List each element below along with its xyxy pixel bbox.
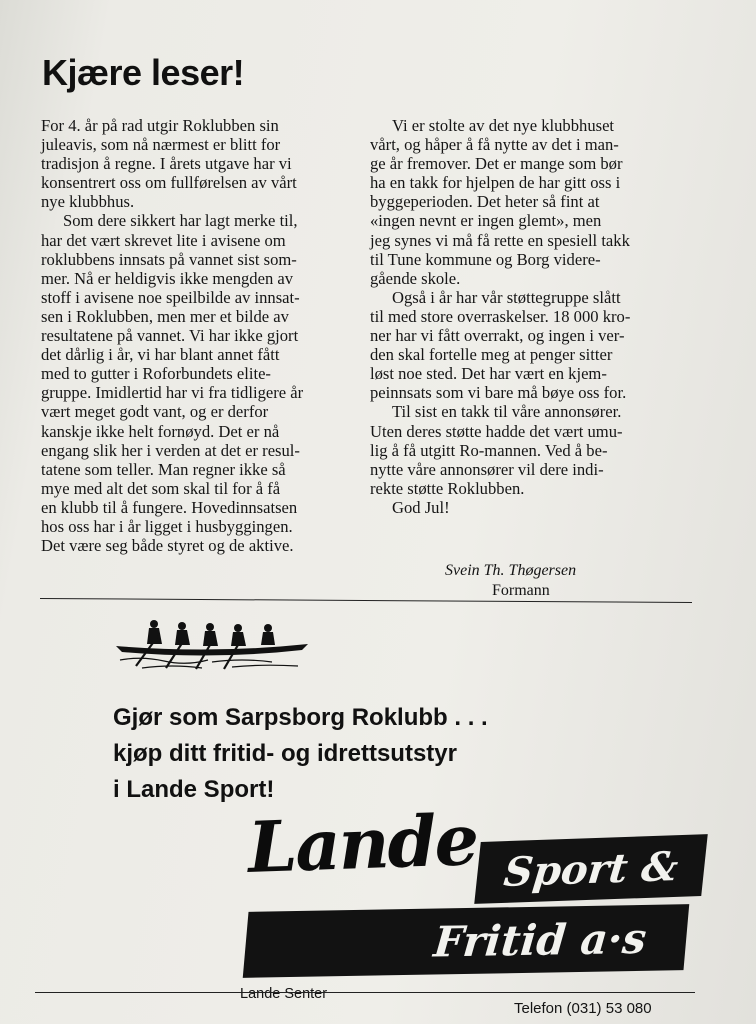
paragraph: For 4. år på rad utgir Roklubben sin juleavis, som nå nærmest er blitt for tradisjon å regne. I årets utgave har vi konsentrert oss om fullførelsen av vårt nye klubbhus. xyxy=(41,116,297,212)
lande-logo: Lande xyxy=(246,798,479,889)
paragraph: Som dere sikkert har lagt merke til, har det vært skrevet lite i avisene om roklubbens innsats på vannet sist som- mer. Nå er heldigvis ikke mengden av stoff i avisene noe speilbilde av innsat- sen i Roklubben, men mer et bilde av resultatene på vannet. Vi har ikke gjort det dårlig i år, vi har blant annet fått med to gutter i Roforbundets elite- gruppe. Imidlertid har vi fra tidligere år vært meget godt vant, og er derfor kanskje ikke helt fornøyd. Det er nå engang slik her i verden at det er resul- tatene som teller. Man regner ikke så mye med alt det som skal til for å få en klubb til å fungere. Hovedinnsatsen hos oss har i år ligget i husbyggingen. Det være seg både styret og de aktive. xyxy=(41,211,304,556)
article-left-column xyxy=(41,116,351,555)
ad-phone: Telefon (031) 53 080 xyxy=(514,1000,652,1017)
ad-headline-line: Gjør som Sarpsborg Roklubb . . . xyxy=(113,704,488,731)
signature-name: Svein Th. Thøgersen xyxy=(445,562,577,579)
paragraph: God Jul! xyxy=(392,497,450,517)
paragraph: Vi er stolte av det nye klubbhuset vårt, og håper å få nytte av det i man- ge år fremover. Det er mange som bør ha en takk for hjelpen de har gitt oss i byggeperioden. Det heter så fint at «ingen nevnt er ingen glemt», men jeg synes vi må få rette en spesiell takk til Tune kommune og Borg videre- gående skole. xyxy=(370,116,630,288)
ad-headline xyxy=(113,700,488,808)
divider xyxy=(35,992,695,993)
article-heading: Kjære leser! xyxy=(42,52,245,93)
paragraph: Også i år har vår støttegruppe slått til med store overraskelser. 18 000 kro- ner har vi fått overrakt, og ingen i ver- den skal fortelle meg at penger sitter løst noe sted. Det har vært en kjem- peinnsats som vi bare må bøye oss for. xyxy=(370,287,631,403)
ad-headline-line: kjøp ditt fritid- og idrettsutstyr xyxy=(113,740,457,767)
signature-title: Formann xyxy=(492,582,550,599)
article-right-column xyxy=(370,116,700,517)
divider xyxy=(40,598,692,603)
fritid-banner: Fritid a·s xyxy=(243,904,690,978)
ad-location: Lande Senter xyxy=(240,986,328,1002)
rowing-boat-icon xyxy=(112,616,312,672)
sport-banner: Sport & xyxy=(474,834,708,904)
paragraph: Til sist en takk til våre annonsører. Uten deres støtte hadde det vært umu- lig å få utgitt Ro-mannen. Ved å be- nytte våre annonsører vil dere indi- rekte støtte Roklubben. xyxy=(370,402,623,498)
ad-headline-line: i Lande Sport! xyxy=(113,776,275,803)
